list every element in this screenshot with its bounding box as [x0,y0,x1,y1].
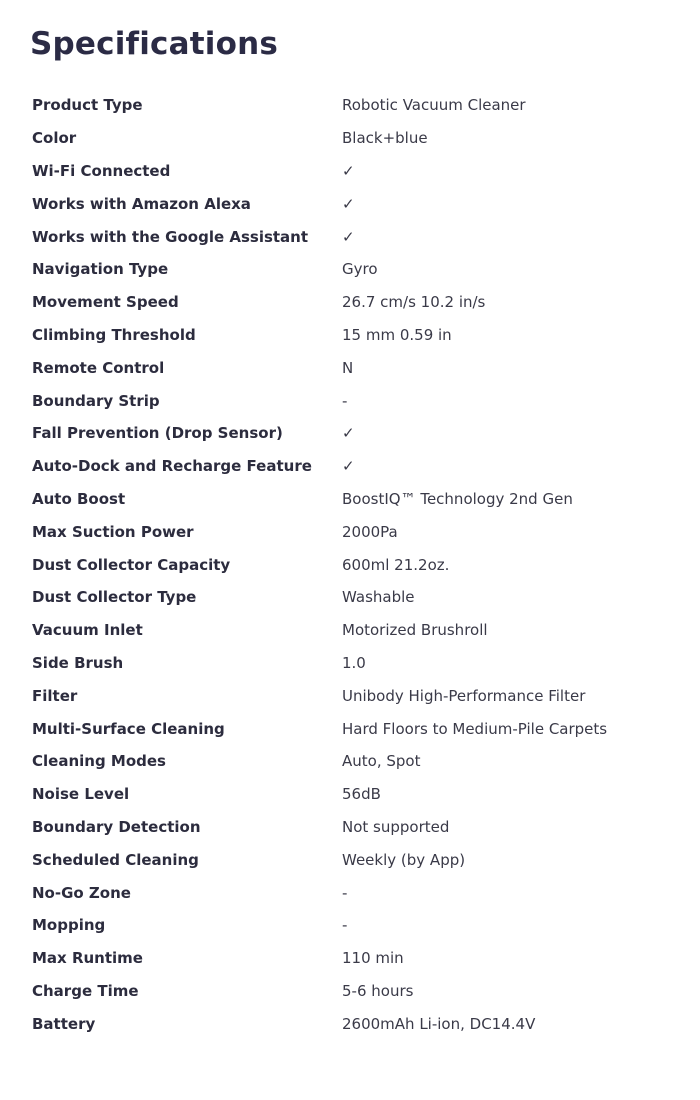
spec-row [32,942,672,975]
spec-label: Auto Boost [32,489,126,508]
spec-row [32,548,672,581]
spec-value: Unibody High-Performance Filter [342,686,586,705]
spec-value: 2600mAh Li-ion, DC14.4V [342,1014,536,1033]
spec-value: Robotic Vacuum Cleaner [342,96,526,115]
spec-value: N [342,358,354,377]
spec-row [32,876,672,909]
spec-row [32,712,672,745]
spec-label: Noise Level [32,785,130,804]
spec-value: 600ml 21.2oz. [342,555,450,574]
spec-row [32,1007,672,1040]
spec-value: Motorized Brushroll [342,621,488,640]
check-icon: ✓ [342,227,355,246]
spec-value: 5-6 hours [342,981,414,1000]
spec-value: Black+blue [342,129,428,148]
spec-label: Boundary Detection [32,817,201,836]
page-title: Specifications [30,26,279,62]
spec-row [32,417,672,450]
spec-row [32,679,672,712]
spec-row [32,450,672,483]
spec-label: Filter [32,686,78,705]
spec-label: No-Go Zone [32,883,131,902]
spec-row [32,515,672,548]
spec-label: Color [32,129,77,148]
check-icon: ✓ [342,161,355,180]
spec-label: Cleaning Modes [32,752,166,771]
spec-row [32,384,672,417]
spec-label: Charge Time [32,981,139,1000]
spec-value: 26.7 cm/s 10.2 in/s [342,293,486,312]
spec-row [32,843,672,876]
check-icon: ✓ [342,424,355,443]
check-icon: ✓ [342,194,355,213]
spec-value: 110 min [342,949,404,968]
spec-label: Max Suction Power [32,522,194,541]
spec-label: Dust Collector Capacity [32,555,231,574]
spec-value: 15 mm 0.59 in [342,325,452,344]
spec-row [32,220,672,253]
spec-label: Movement Speed [32,293,179,312]
spec-label: Navigation Type [32,260,169,279]
spec-label: Max Runtime [32,949,143,968]
spec-label: Boundary Strip [32,391,160,410]
spec-value: BoostIQ™ Technology 2nd Gen [342,489,573,508]
spec-label: Mopping [32,916,106,935]
spec-label: Multi-Surface Cleaning [32,719,225,738]
spec-row [32,122,672,155]
spec-label: Product Type [32,96,143,115]
spec-label: Works with Amazon Alexa [32,194,251,213]
spec-value: - [342,883,348,902]
spec-row [32,155,672,188]
spec-row [32,811,672,844]
spec-row [32,187,672,220]
spec-row [32,647,672,680]
spec-value: Not supported [342,817,450,836]
spec-label: Fall Prevention (Drop Sensor) [32,424,283,443]
spec-value: Washable [342,588,415,607]
spec-row [32,745,672,778]
spec-row [32,975,672,1008]
spec-row [32,778,672,811]
spec-value: Hard Floors to Medium-Pile Carpets [342,719,608,738]
spec-row [32,909,672,942]
spec-label: Wi-Fi Connected [32,161,171,180]
spec-row [32,581,672,614]
check-icon: ✓ [342,457,355,476]
spec-row [32,483,672,516]
spec-row [32,286,672,319]
spec-value: 2000Pa [342,522,398,541]
spec-label: Remote Control [32,358,165,377]
spec-label: Works with the Google Assistant [32,227,309,246]
spec-value: Gyro [342,260,378,279]
spec-table [32,89,672,1040]
spec-value: - [342,391,348,410]
spec-value: Weekly (by App) [342,850,466,869]
spec-value: - [342,916,348,935]
spec-label: Dust Collector Type [32,588,197,607]
spec-label: Auto-Dock and Recharge Feature [32,457,312,476]
spec-row [32,614,672,647]
spec-label: Scheduled Cleaning [32,850,199,869]
spec-value: 1.0 [342,653,366,672]
spec-label: Climbing Threshold [32,325,196,344]
spec-value: 56dB [342,785,381,804]
spec-label: Battery [32,1014,96,1033]
spec-row [32,89,672,122]
spec-row [32,351,672,384]
spec-label: Vacuum Inlet [32,621,143,640]
spec-label: Side Brush [32,653,124,672]
spec-value: Auto, Spot [342,752,421,771]
spec-row [32,253,672,286]
spec-row [32,319,672,352]
